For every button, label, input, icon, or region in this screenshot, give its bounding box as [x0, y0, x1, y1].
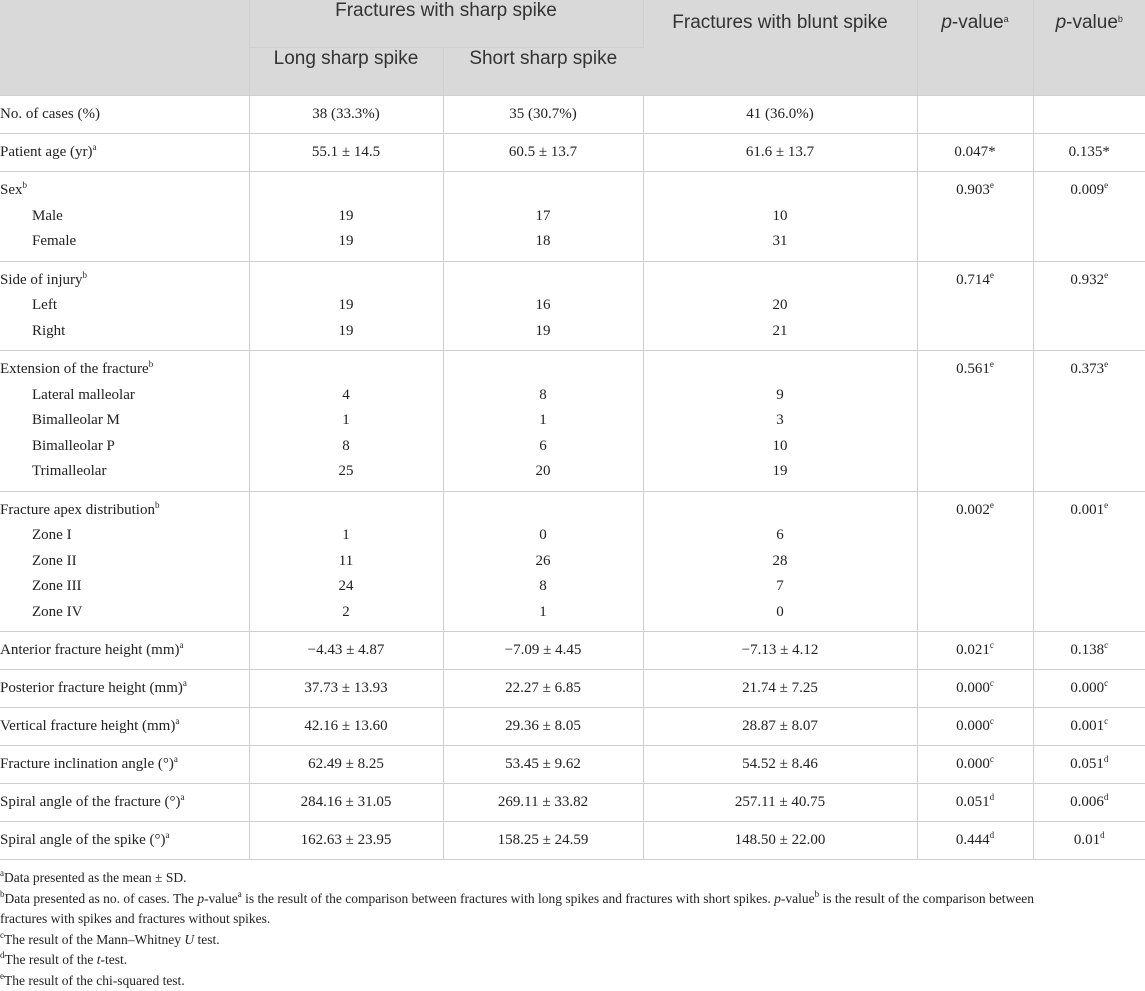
cell-long: 1 11 24 2 [249, 491, 443, 632]
table-row [0, 491, 1145, 632]
table-row [0, 784, 1145, 822]
cell-pvalue-a: 0.903e [917, 172, 1033, 262]
cell-blunt: 28.87 ± 8.07 [643, 708, 917, 746]
cell-long: −4.43 ± 4.87 [249, 632, 443, 670]
cell-long: 38 (33.3%) [249, 96, 443, 134]
table-row [0, 708, 1145, 746]
row-label: Fracture inclination angle (°)$^a$ [0, 746, 249, 784]
cell-blunt: 9 3 10 19 [643, 351, 917, 492]
footnote-a: $^a$Data presented as the mean ± SD. [0, 868, 1145, 889]
cell-long: 62.49 ± 8.25 [249, 746, 443, 784]
cell-short: 17 18 [443, 172, 643, 262]
cell-blunt: 21.74 ± 7.25 [643, 670, 917, 708]
table-footnotes [0, 860, 1145, 991]
cell-short: 8 1 6 20 [443, 351, 643, 492]
table-row [0, 134, 1145, 172]
cell-pvalue-a [917, 96, 1033, 134]
cell-pvalue-a: 0.561e [917, 351, 1033, 492]
footnote-d: $^d$The result of the t-test. [0, 950, 1145, 971]
cell-long: 284.16 ± 31.05 [249, 784, 443, 822]
footnote-b-continued: fractures with spikes and fractures without spikes. [0, 909, 1145, 930]
cell-long: 162.63 ± 23.95 [249, 822, 443, 860]
cell-blunt: 41 (36.0%) [643, 96, 917, 134]
row-label: Extension of the fracture$^b$ Lateral malleolar Bimalleolar M Bimalleolar P Trimalleolar [0, 351, 249, 492]
cell-blunt: −7.13 ± 4.12 [643, 632, 917, 670]
row-label: Spiral angle of the spike (°)$^a$ [0, 822, 249, 860]
table-row [0, 822, 1145, 860]
header-empty-cell [0, 0, 249, 96]
cell-pvalue-a: 0.021$^c$ [917, 632, 1033, 670]
cell-pvalue-a: 0.714e [917, 261, 1033, 351]
cell-short: 158.25 ± 24.59 [443, 822, 643, 860]
cell-pvalue-a: 0.002e [917, 491, 1033, 632]
cell-blunt: 6 28 7 0 [643, 491, 917, 632]
cell-pvalue-b: 0.000$^c$ [1033, 670, 1145, 708]
cell-pvalue-b: 0.001$^c$ [1033, 708, 1145, 746]
table-row [0, 96, 1145, 134]
cell-short: 16 19 [443, 261, 643, 351]
table-row [0, 351, 1145, 492]
row-label: Fracture apex distribution$^b$ Zone I Zone II Zone III Zone IV [0, 491, 249, 632]
cell-pvalue-a: 0.000$^c$ [917, 746, 1033, 784]
cell-blunt: 148.50 ± 22.00 [643, 822, 917, 860]
cell-pvalue-b: 0.051$^d$ [1033, 746, 1145, 784]
header-pvalue-b: p-value$^b$ [1033, 0, 1145, 96]
cell-long: 37.73 ± 13.93 [249, 670, 443, 708]
row-label: Spiral angle of the fracture (°)$^a$ [0, 784, 249, 822]
cell-short: 35 (30.7%) [443, 96, 643, 134]
header-pvalue-a: p-value$^a$ [917, 0, 1033, 96]
cell-pvalue-b: 0.001e [1033, 491, 1145, 632]
cell-pvalue-a: 0.444$^d$ [917, 822, 1033, 860]
header-blunt-spike: Fractures with blunt spike [643, 0, 917, 96]
cell-blunt: 257.11 ± 40.75 [643, 784, 917, 822]
cell-short: 29.36 ± 8.05 [443, 708, 643, 746]
footnote-b: $^b$Data presented as no. of cases. The p-value$^a$ is the result of the comparison between fractures with long spikes and fractures with short spikes. p-value$^b$ is the result of the comparison between [0, 889, 1145, 910]
table-row [0, 746, 1145, 784]
cell-long: 19 19 [249, 261, 443, 351]
cell-short: −7.09 ± 4.45 [443, 632, 643, 670]
footnote-e: $^e$The result of the chi-squared test. [0, 971, 1145, 991]
row-label: Anterior fracture height (mm)$^a$ [0, 632, 249, 670]
cell-blunt: 61.6 ± 13.7 [643, 134, 917, 172]
cell-short: 0 26 8 1 [443, 491, 643, 632]
row-label: Side of injury$^b$ Left Right [0, 261, 249, 351]
cell-blunt: 54.52 ± 8.46 [643, 746, 917, 784]
cell-short: 60.5 ± 13.7 [443, 134, 643, 172]
cell-pvalue-b [1033, 96, 1145, 134]
cell-pvalue-b: 0.138$^c$ [1033, 632, 1145, 670]
row-label: Patient age (yr)$^a$ [0, 134, 249, 172]
row-label: Sex$^b$ Male Female [0, 172, 249, 262]
cell-pvalue-b: 0.932e [1033, 261, 1145, 351]
cell-long: 19 19 [249, 172, 443, 262]
cell-pvalue-b: 0.006$^d$ [1033, 784, 1145, 822]
header-short-sharp: Short sharp spike [443, 48, 643, 96]
cell-short: 269.11 ± 33.82 [443, 784, 643, 822]
cell-pvalue-b: 0.373e [1033, 351, 1145, 492]
cell-blunt: 10 31 [643, 172, 917, 262]
cell-long: 55.1 ± 14.5 [249, 134, 443, 172]
cell-pvalue-a: 0.000$^c$ [917, 670, 1033, 708]
table-row [0, 172, 1145, 262]
header-long-sharp: Long sharp spike [249, 48, 443, 96]
cell-blunt: 20 21 [643, 261, 917, 351]
row-label: Posterior fracture height (mm)$^a$ [0, 670, 249, 708]
table-row [0, 261, 1145, 351]
cell-pvalue-b: 0.01$^d$ [1033, 822, 1145, 860]
cell-pvalue-b: 0.135* [1033, 134, 1145, 172]
cell-long: 42.16 ± 13.60 [249, 708, 443, 746]
cell-short: 22.27 ± 6.85 [443, 670, 643, 708]
cell-long: 4 1 8 25 [249, 351, 443, 492]
cell-pvalue-a: 0.051$^d$ [917, 784, 1033, 822]
footnote-c: $^c$The result of the Mann–Whitney U test. [0, 930, 1145, 951]
cell-pvalue-a: 0.000$^c$ [917, 708, 1033, 746]
cell-pvalue-a: 0.047* [917, 134, 1033, 172]
header-sharp-spike: Fractures with sharp spike [249, 0, 643, 48]
table-row [0, 632, 1145, 670]
cell-pvalue-b: 0.009e [1033, 172, 1145, 262]
table-row [0, 670, 1145, 708]
row-label: Vertical fracture height (mm)$^a$ [0, 708, 249, 746]
row-label: No. of cases (%) [0, 96, 249, 134]
cell-short: 53.45 ± 9.62 [443, 746, 643, 784]
